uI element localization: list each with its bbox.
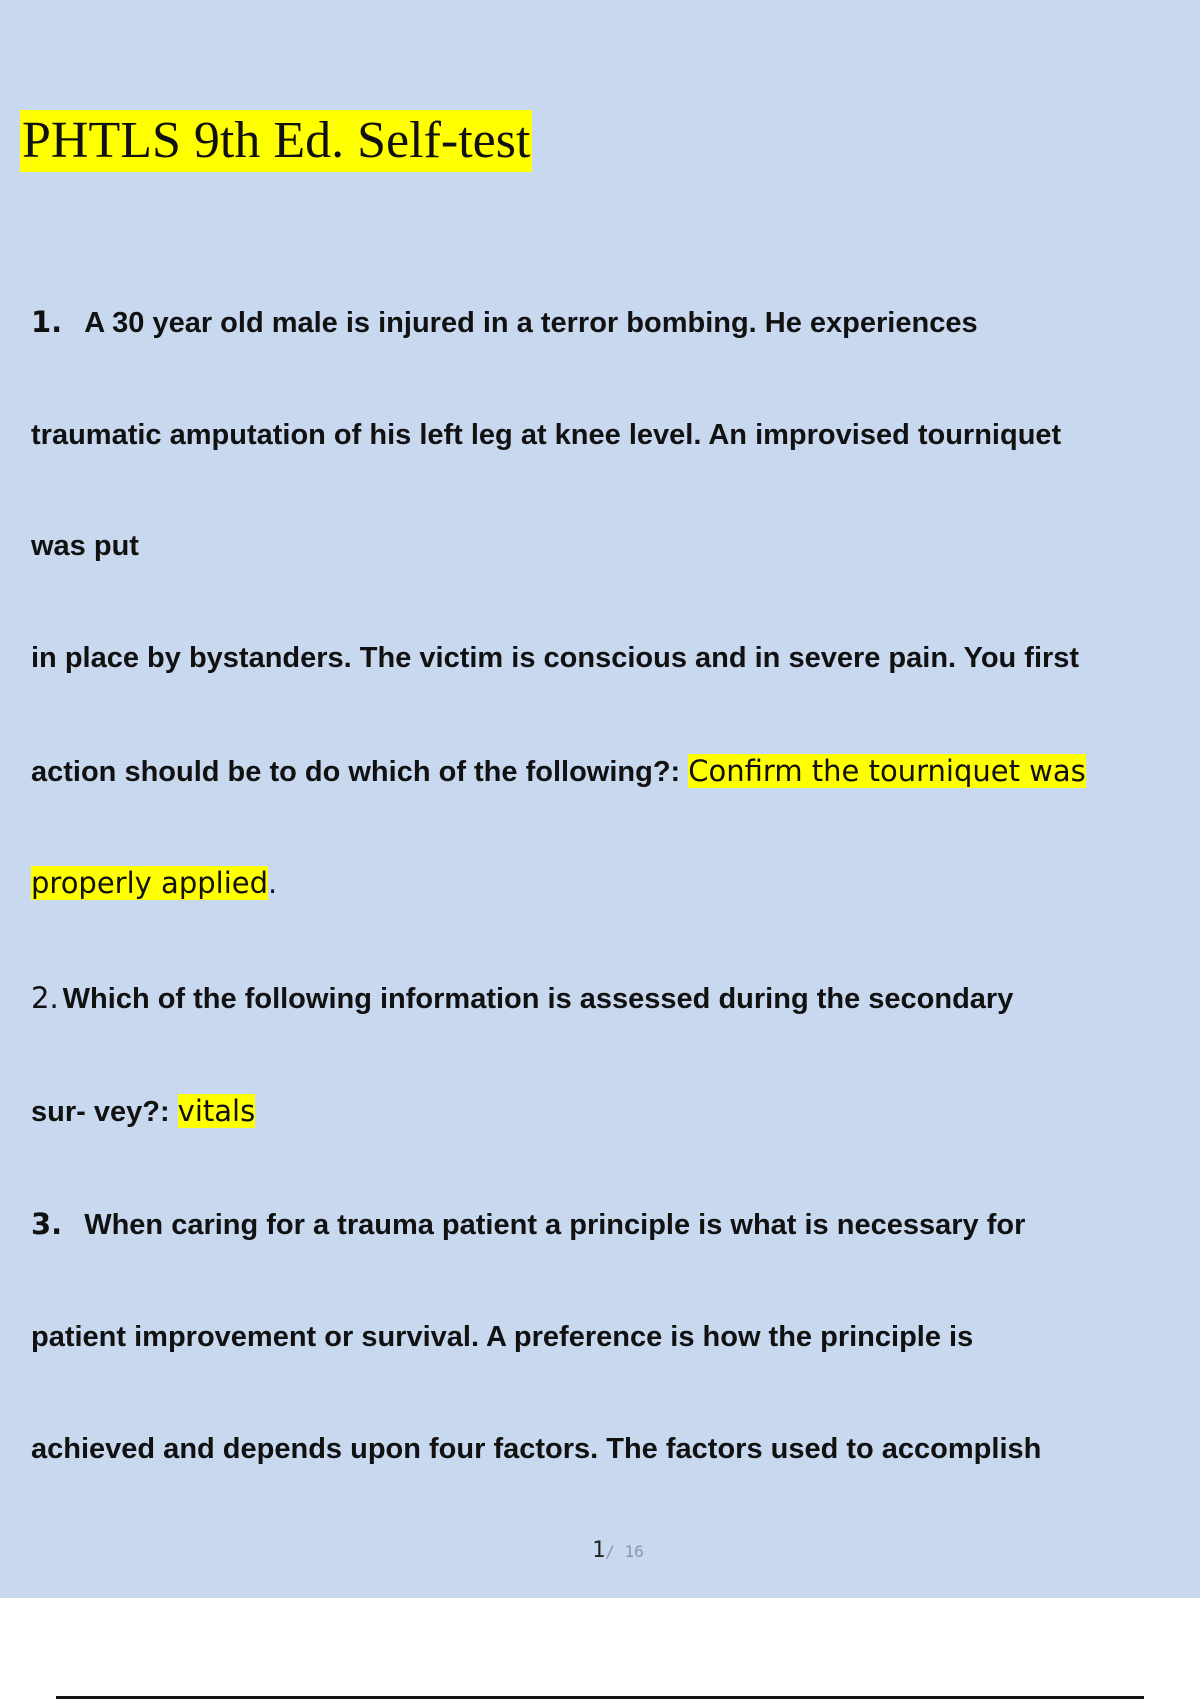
q1-number: 1.	[31, 305, 63, 339]
document-title: PHTLS 9th Ed. Self-test	[20, 110, 532, 172]
q3-line-2: patient improvement or survival. A preference is how the principle is	[31, 1321, 974, 1353]
q1-answer: Confirm the tourniquet was	[688, 754, 1086, 788]
q1-line-3: was put	[31, 530, 139, 562]
q1-line-5	[31, 751, 1086, 792]
q1-line-6	[31, 863, 277, 904]
q2-line-2	[31, 1091, 255, 1132]
q1-text: action should be to do which of the following?:	[31, 756, 689, 788]
q2-line-1	[31, 978, 1013, 1019]
current-page: 1	[592, 1538, 606, 1563]
q3-number: 3.	[31, 1207, 63, 1241]
q1-line-2: traumatic amputation of his left leg at knee level. An improvised tourniquet	[31, 419, 1062, 451]
q3-text: When caring for a trauma patient a principle is what is necessary for	[84, 1209, 1026, 1241]
q1-line-1	[31, 302, 978, 343]
q1-line-4: in place by bystanders. The victim is conscious and in severe pain. You first	[31, 642, 1080, 674]
q2-text: sur- vey?:	[31, 1096, 178, 1128]
q3-line-3: achieved and depends upon four factors. The factors used to accomplish	[31, 1433, 1042, 1465]
q2-text: Which of the following information is assessed during the secondary	[62, 983, 1014, 1015]
q1-answer-cont: properly applied	[31, 866, 268, 900]
page-indicator	[592, 1538, 644, 1563]
q1-text: A 30 year old male is injured in a terror bombing. He experiences	[84, 307, 978, 339]
q1-period: .	[268, 866, 278, 900]
total-pages: / 16	[605, 1542, 644, 1561]
page-divider	[56, 1696, 1144, 1699]
q3-line-1	[31, 1204, 1025, 1245]
q2-number: 2.	[31, 981, 59, 1015]
q2-answer: vitals	[177, 1094, 256, 1128]
